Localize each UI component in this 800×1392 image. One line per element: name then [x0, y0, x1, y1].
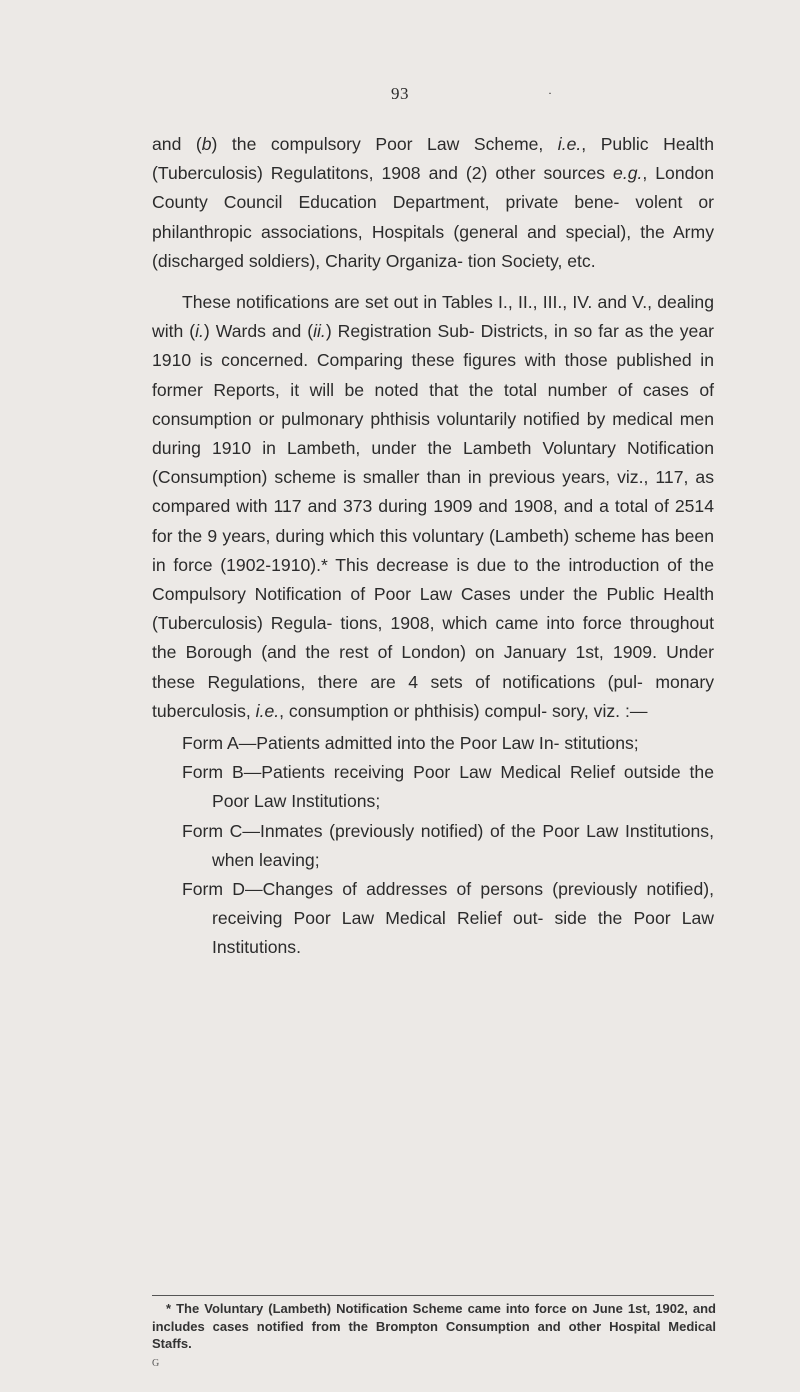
text-run: , Public Health (Tuberculosis) Regulatitons, 1908 and (2) other sources — [152, 134, 714, 184]
paragraph-continuation — [152, 130, 714, 276]
italic-numeral: ii. — [313, 321, 326, 342]
form-item-c: Form C—Inmates (previously notified) of the Poor Law Institutions, when leaving; — [182, 820, 714, 870]
italic-numeral: i. — [195, 321, 204, 342]
form-item-d: Form D—Changes of addresses of persons (previously notified), receiving Poor Law Medical Relief out- side the Poor Law Institutions. — [182, 879, 714, 958]
text-run: ) Registration Sub- Districts, in so far as the year 1910 is concerned. Comparing these figures with those published in former Reports, it will be noted that the total number of cases of consumption or pulmonary phthisis voluntarily notified by medical men during 1910 in Lambeth, under the Lambeth Voluntary Notification (Consumption) scheme is smaller than in previous years, viz., 117, as compared with 117 and 373 during 1909 and 1908, and a total of 2514 for the 9 years, during which this voluntary (Lambeth) scheme has been in force (1902-1910).* This decrease is due to the introduction of the Compulsory Notification of Poor Law Cases under the Public Health (Tuberculosis) Regula- tions, 1908, which came into force throughout the Borough (and the rest of London) on January 1st, 1909. Under these Regulations, there are 4 sets of notifications (pul- monary tuberculosis, — [152, 321, 714, 721]
page-number: 93 — [391, 84, 409, 103]
text-run: , consumption or phthisis) compul- sory, viz. :— — [279, 700, 648, 721]
text-run: , London County Council Education Department, private bene- volent or philanthropic associations, Hospitals (general and special), the Army (discharged soldiers), Charity Organiza- tion Society, etc. — [152, 163, 714, 271]
paragraph-notifications — [152, 288, 714, 726]
form-item-b: Form B—Patients receiving Poor Law Medical Relief outside the Poor Law Institutions; — [182, 762, 714, 812]
text-run: ) the compulsory Poor Law Scheme, — [211, 134, 558, 154]
text-run: and ( — [152, 134, 202, 154]
stray-dot-mark: · — [548, 86, 552, 100]
italic-abbrev: i.e. — [557, 134, 582, 154]
italic-abbrev: i.e. — [255, 700, 280, 721]
text-run: ) Wards and ( — [203, 321, 314, 342]
signature-mark: G — [152, 1358, 160, 1369]
forms-list — [152, 729, 714, 963]
footnote: * The Voluntary (Lambeth) Notification Scheme came into force on June 1st, 1902, and includes cases notified from the Brompton Consumption and other Hospital Medical Staffs. — [152, 1301, 716, 1351]
form-item-a: Form A—Patients admitted into the Poor Law In- stitutions; — [182, 733, 639, 754]
footnote-rule — [152, 1295, 714, 1296]
text-run: These notifications are set out in Tables I., II., III., IV. and V., dealing with ( — [152, 292, 714, 342]
italic-abbrev: e.g. — [613, 163, 643, 184]
body-text — [152, 130, 714, 963]
italic-letter: b — [201, 134, 212, 154]
